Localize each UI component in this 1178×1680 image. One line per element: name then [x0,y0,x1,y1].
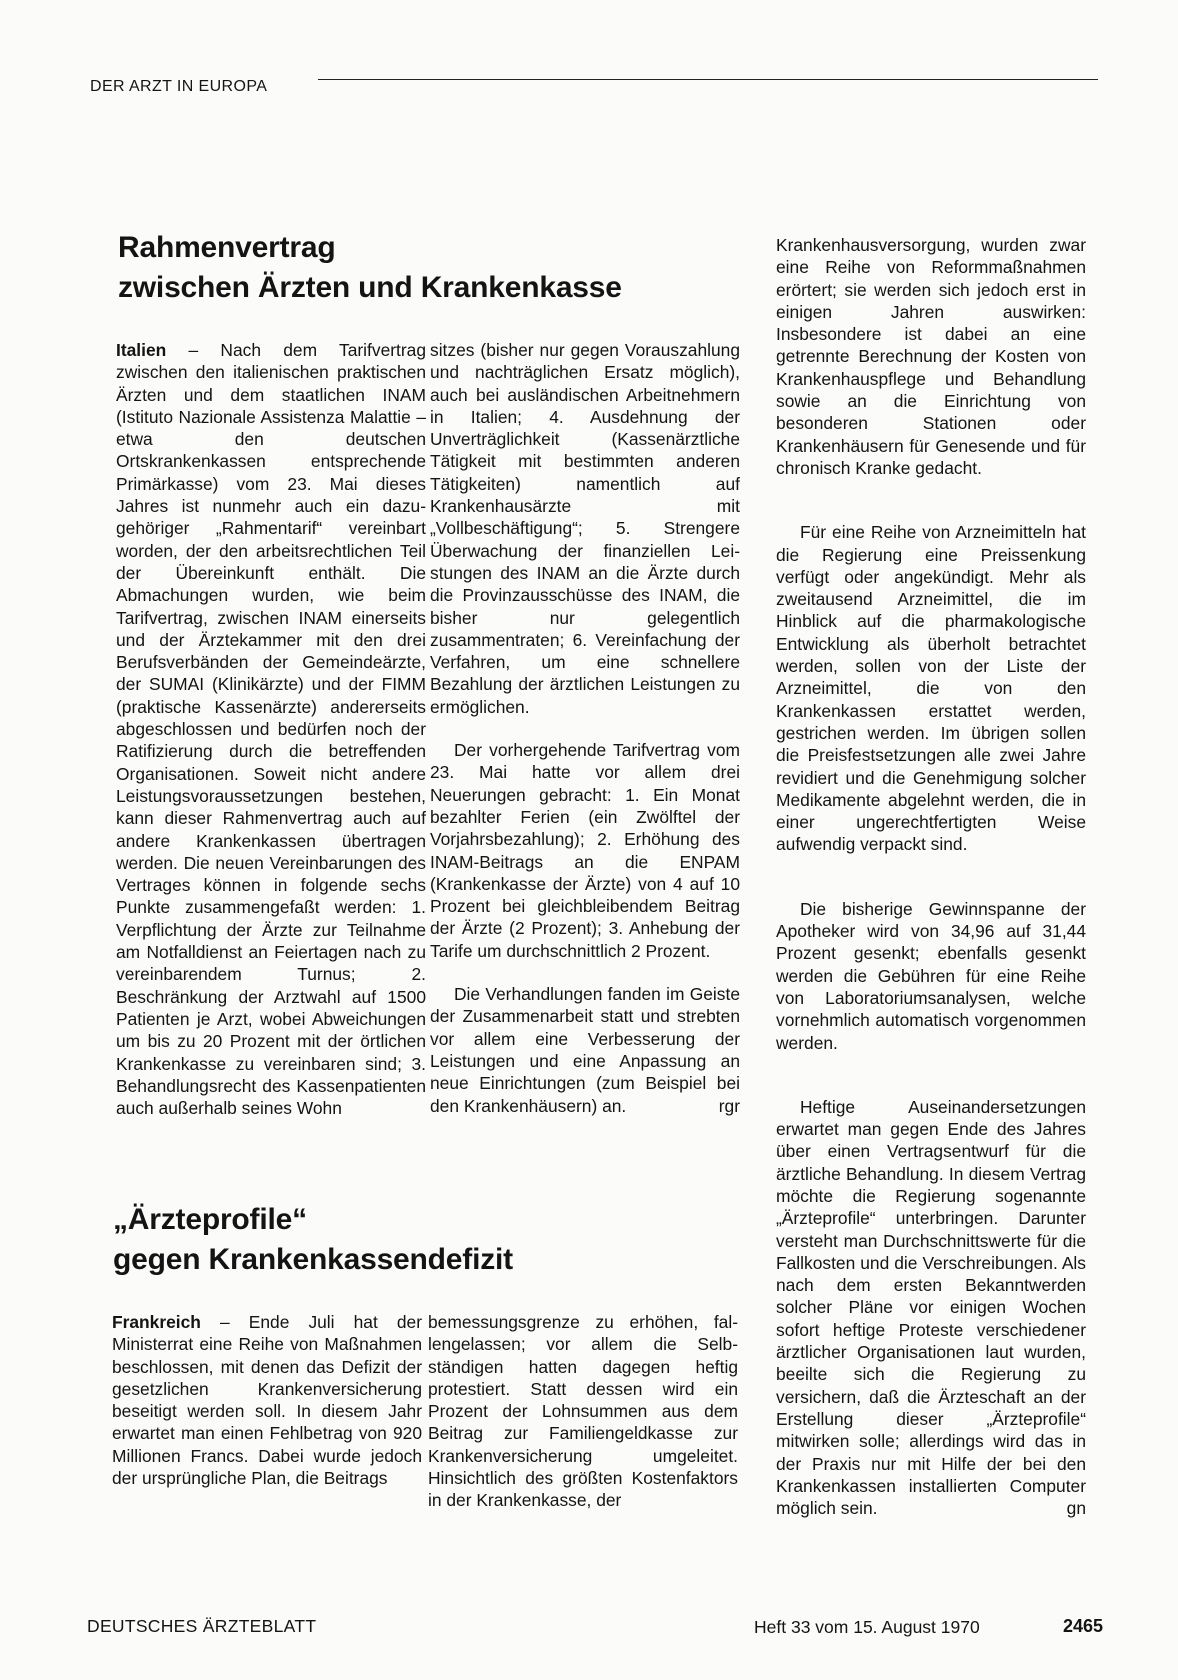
article1-col2-paragraph-2: Der vorhergehende Tarifvertrag vom 23. Mai hatte vor allem drei Neuerungen gebracht: 1. Ein Monat bezahlter Ferien (ein Zwölftel der Vorjahrsbezahlung); 2. Erhöhung des INAM-Beitrags an die ENPAM (Krankenkasse der Ärzte) von 4 auf 10 Prozent bei gleichbleibendem Beitrag der Ärzte (2 Prozent); 3. Anhebung der Tarife um durchschnittlich 2 Prozent. [430,740,740,961]
article2-col2-text: bemessungsgrenze zu erhöhen, fallengelassen; vor allem die Selbständigen hatten dagegen heftig protestiert. Statt dessen wird ein Prozent der Lohnsummen aus dem Beitrag zur Familiengeldkasse zur Krankenversicherung umgeleitet. Hinsichtlich des größten Kostenfaktors in der Krankenkasse, der [428,1312,738,1511]
article2-title [113,1200,513,1280]
article2-col3-paragraph-3: Die bisherige Gewinnspanne der Apotheker wird von 34,96 auf 31,44 Prozent gesenkt; ebenfalls gesenkt werden die Gebühren für eine Reihe von Laboratoriumsanalysen, welche vornehmlich automatisch vorgenommen werden. [776,898,1086,1053]
article1-col2-paragraph-3: Die Verhandlungen fanden im Geiste der Zusammenarbeit statt und strebten vor allem eine Verbesserung der Leistungen und eine Anpassung an neue Einrichtungen (zum Beispiel bei den Krankenhäusern) an. [430,984,740,1116]
footer-issue: Heft 33 vom 15. August 1970 [754,1617,980,1637]
article2-title-line2: gegen Krankenkassendefizit [113,1243,513,1276]
section-header: DER ARZT IN EUROPA [90,78,268,95]
article1-signature: rgr [718,1095,740,1116]
article1-lead: Italien [116,340,167,360]
article1-title-line1: Rahmenvertrag [118,231,336,264]
article2-column-2 [428,1311,738,1512]
page-number: 2465 [1063,1616,1104,1636]
article2-signature: gn [1066,1498,1086,1519]
article2-col3-paragraph-2: Für eine Reihe von Arzneimitteln hat die Regierung eine Preissenkung verfügt oder angekündigt. Mehr als zweitausend Arzneimittel, die im Hinblick auf die pharmakologische Entwicklung als überholt betrachtet werden, sollen von der Liste der Arzneimittel, die von den Krankenkassen erstattet werden, gestrichen werden. Im übrigen sollen die Preisfestsetzungen alle zwei Jahre revidiert und die Genehmigung solcher Medikamente abgelehnt werden, die in einer ungerechtfertigten Weise aufwendig verpackt sind. [776,522,1086,855]
article2-col3-paragraph-1: Krankenhausversorgung, wurden zwar eine Reihe von Reformmaßnahmen erörtert; sie werden sich jedoch erst in einigen Jahren auswirken: Insbesondere ist dabei an eine getrennte Berechnung der Kosten von Krankenhauspflege und Behandlung sowie an die Einrichtung von besonderen Stationen oder Krankenhäusern für Genesende und für chronisch Kranke gedacht. [776,235,1086,478]
article1-title-line2: zwischen Ärzten und Krankenkasse [118,271,622,304]
article1-title [118,228,622,308]
article1-col2-paragraph-1: sitzes (bisher nur gegen Vorauszahlung und nachträglichen Ersatz möglich), auch bei ausländischen Arbeitnehmern in Italien; 4. Ausdehnung der Unverträglichkeit (Kassenärztliche Tätigkeit mit bestimmten anderen Tätigkeiten) namentlich auf Krankenhausärzte mit „Vollbeschäftigung“; 5. Strengere Überwachung der finanziellen Leistungen des INAM an die Ärzte durch die Provinzausschüsse des INAM, die bisher nur gelegentlich zusammentraten; 6. Vereinfachung der Verfahren, um eine schnellere Bezahlung der ärztlichen Leistungen zu ermöglichen. [430,340,740,717]
article2-column-1 [112,1311,422,1489]
article1-column-2 [430,339,740,1117]
article2-lead: Frankreich [112,1312,201,1332]
article2-col1-text: – Ende Juli hat der Ministerrat eine Reihe von Maßnahmen beschlossen, mit denen das Defizit der gesetzlichen Krankenversicherung beseitigt werden soll. In diesem Jahr erwartet man einen Fehlbetrag von 920 Millionen Francs. Dabei wurde jedoch der ursprüngliche Plan, die Beitrags [112,1312,422,1489]
article2-column-3 [776,234,1086,1519]
article1-column-1 [116,339,426,1119]
article2-col3-paragraph-4: Heftige Auseinandersetzungen erwartet man gegen Ende des Jahres über einen Vertragsentwurf für die ärztliche Behandlung. In diesem Vertrag möchte die Regierung sogenannte „Ärzteprofile“ unterbringen. Darunter versteht man Durchschnittswerte für die Fallkosten und die Verschreibungen. Als nach dem ersten Bekanntwerden solcher Pläne vor einigen Wochen sofort heftige Proteste verschiedener ärztlicher Organisationen laut wurden, beeilte sich die Regierung zu versichern, daß die Ärzteschaft an der Erstellung dieser „Ärzteprofile“ mitwirken solle; allerdings wird das in der Praxis nur mit Hilfe der bei den Krankenkassen installierten Computer möglich sein. [776,1096,1086,1519]
article1-col1-text: – Nach dem Tarifvertrag zwischen den italienischen praktischen Ärzten und dem staatlichen INAM (Istituto Nazionale Assistenza Malattie – etwa den deutschen Ortskrankenkassen entsprechende Primärkasse) vom 23. Mai dieses Jahres ist nunmehr auch ein dazugehöriger „Rahmentarif“ vereinbart worden, der den arbeitsrechtlichen Teil der Übereinkunft enthält. Die Abmachungen wurden, wie beim Tarifvertrag, zwischen INAM einerseits und der Ärztekammer mit den drei Berufsverbänden der Gemeindeärzte, der SUMAI (Klinikärzte) und der FIMM (praktische Kassenärzte) andererseits abgeschlossen und bedürfen noch der Ratifizierung durch die betreffenden Organisationen. Soweit nicht andere Leistungsvoraussetzungen bestehen, kann dieser Rahmenvertrag auch auf andere Krankenkassen übertragen werden. Die neuen Vereinbarungen des Vertrages können in folgende sechs Punkte zusammengefaßt werden: 1. Verpflichtung der Ärzte zur Teilnahme am Notfalldienst an Feiertagen nach zu vereinbarendem Turnus; 2. Beschränkung der Arztwahl auf 1500 Patienten je Arzt, wobei Abweichungen um bis zu 20 Prozent mit der örtlichen Krankenkasse zu vereinbaren sind; 3. Behandlungsrecht des Kassenpatienten auch außerhalb seines Wohn [116,340,426,1119]
footer-journal: DEUTSCHES ÄRZTEBLATT [87,1616,317,1636]
header-rule [318,79,1098,80]
article2-title-line1: „Ärzteprofile“ [113,1203,307,1236]
